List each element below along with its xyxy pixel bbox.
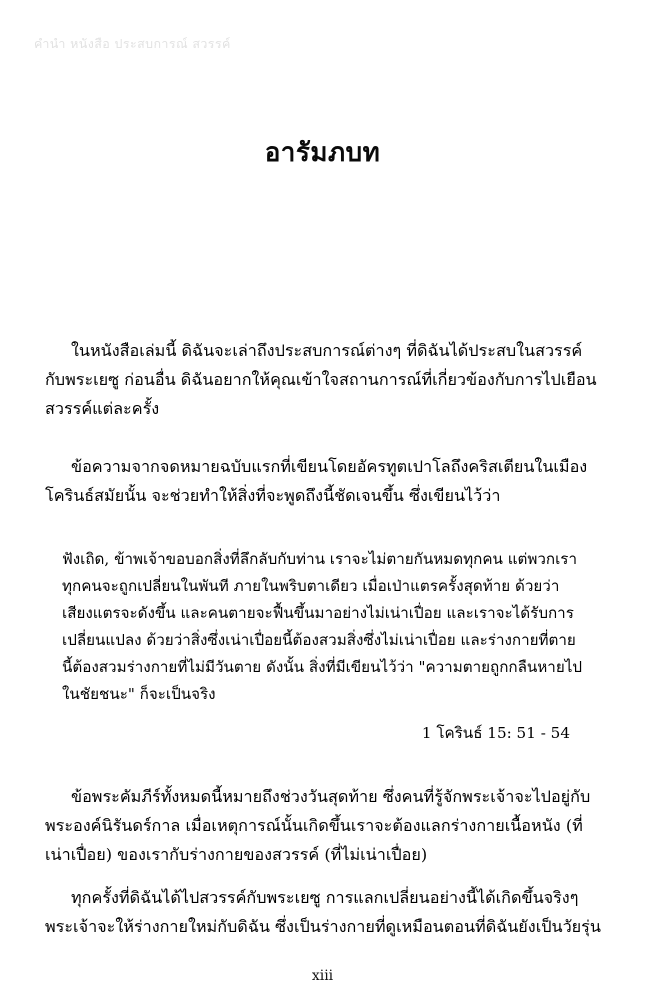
page-title: อารัมภบท (264, 138, 381, 168)
paragraph: ในหนังสือเล่มนี้ ดิฉันจะเล่าถึงประสบการณ์ต่างๆ ที่ดิฉันได้ประสบในสวรรค์กับพระเยซู ก่อนอื่น ดิฉันอยากให้คุณเข้าใจสถานการณ์ที่เกี่ยวข้องกับการไปเยือนสวรรค์แต่ละครั้ง (45, 341, 597, 418)
intro-section (45, 336, 601, 437)
scan-artifact-text: คำนำ หนังสือ ประสบการณ์ สวรรค์ (34, 36, 231, 48)
after-quote-section (45, 782, 601, 955)
lead-in-section (45, 452, 601, 524)
quote-reference: 1 โครินธ์ 15: 51 - 54 (421, 724, 570, 742)
paragraph: ข้อพระคัมภีร์ทั้งหมดนี้หมายถึงช่วงวันสุดท้าย ซึ่งคนที่รู้จักพระเจ้าจะไปอยู่กับพระองค์นิรันดร์กาล เมื่อเหตุการณ์นั้นเกิดขึ้นเราจะต้องแลกร่างกายเนื้อหนัง (ที่เน่าเปื่อย) ของเรากับร่างกายของสวรรค์ (ที่ไม่เน่าเปื่อย) (45, 787, 591, 864)
page-number: xiii (311, 968, 334, 984)
quote-text: ฟังเถิด, ข้าพเจ้าขอบอกสิ่งที่ลึกลับกับท่าน เราจะไม่ตายกันหมดทุกคน แต่พวกเราทุกคนจะถูกเปลี่ยนในพันที ภายในพริบตาเดียว เมื่อเป่าแตรครั้งสุดท้าย ด้วยว่าเสียงแตรจะดังขึ้น และคนตายจะฟื้นขึ้นมาอย่างไม่เน่าเปื่อย และเราจะได้รับการเปลี่ยนแปลง ด้วยว่าสิ่งซึ่งเน่าเปื่อยนี้ต้องสวมสิ่งซึ่งไม่เน่าเปื่อย และร่างกายที่ตายนี้ต้องสวมร่างกายที่ไม่มีวันตาย ดังนั้น สิ่งที่มีเขียนไว้ว่า "ความตายถูกกลืนหายไปในชัยชนะ" ก็จะเป็นจริง (62, 550, 582, 703)
paragraph: ทุกครั้งที่ดิฉันได้ไปสวรรค์กับพระเยซู การแลกเปลี่ยนอย่างนี้ได้เกิดขึ้นจริงๆ พระเจ้าจะให้ร่างกายใหม่กับดิฉัน ซึ่งเป็นร่างกายที่ดูเหมือนตอนที่ดิฉันยังเป็นวัยรุ่น (45, 888, 601, 936)
paragraph: ข้อความจากจดหมายฉบับแรกที่เขียนโดยอัครทูตเปาโลถึงคริสเตียนในเมืองโครินธ์สมัยนั้น จะช่วยทำให้สิ่งที่จะพูดถึงนี้ชัดเจนขึ้น ซึ่งเขียนไว้ว่า (45, 457, 588, 505)
scripture-quote-block (62, 546, 586, 747)
